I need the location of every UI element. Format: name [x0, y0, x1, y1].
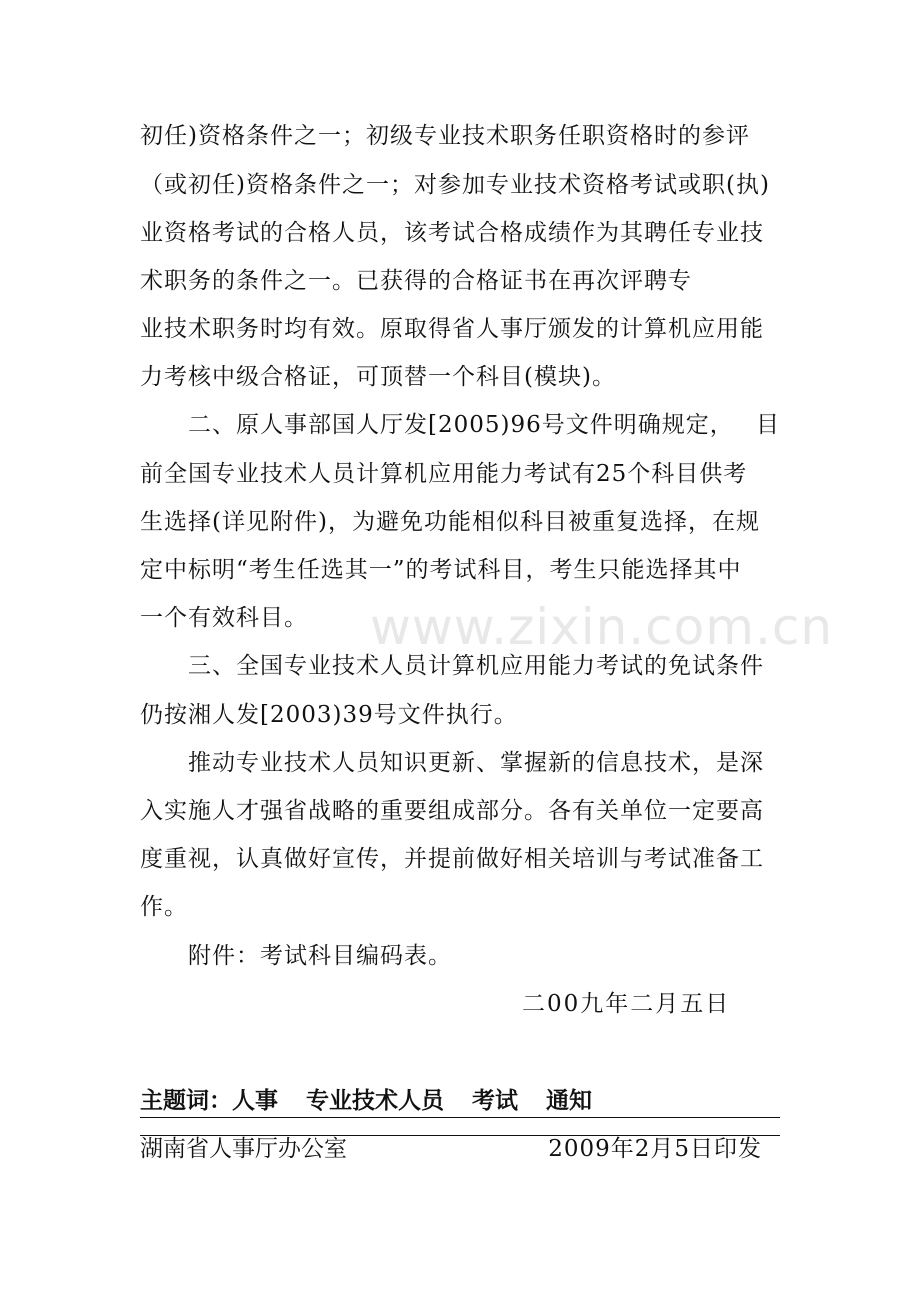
subject-term: 专业技术人员: [306, 1087, 444, 1114]
body-line: 入实施人才强省战略的重要组成部分。各有关单位一定要高: [140, 798, 764, 824]
print-date: 2009年2月5日印发: [548, 1136, 762, 1162]
body-line: 业资格考试的合格人员，该考试合格成绩作为其聘任专业技: [140, 220, 764, 246]
body-line: 力考核中级合格证，可顶替一个科目(模块)。: [140, 364, 616, 390]
watermark: www.zixin.com.cn: [370, 598, 834, 656]
paragraph-2-tail: 目: [756, 412, 780, 438]
paragraph-4-first-line: 推动专业技术人员知识更新、掌握新的信息技术，是深: [188, 750, 764, 776]
body-line: 生选择(详见附件)，为避免功能相似科目被重复选择，在规: [140, 509, 760, 535]
body-line: （或初任)资格条件之一；对参加专业技术资格考试或职(执): [140, 172, 770, 198]
body-line: 术职务的条件之一。已获得的合格证书在再次评聘专: [140, 268, 692, 294]
issuer-office: 湖南省人事厅办公室: [140, 1136, 347, 1162]
subject-label: 主题词：人事: [140, 1087, 278, 1114]
body-line: 仍按湘人发[2003)39号文件执行。: [140, 702, 518, 728]
body-line: 业技术职务时均有效。原取得省人事厅颁发的计算机应用能: [140, 316, 764, 342]
issuer-line: [140, 1134, 780, 1162]
subject-term: 通知: [546, 1087, 592, 1114]
subject-term: 考试: [472, 1087, 518, 1114]
body-line: 初任)资格条件之一；初级专业技术职务任职资格时的参评: [140, 123, 750, 149]
subject-words: [140, 1086, 780, 1118]
paragraph-3-first-line: 三、全国专业技术人员计算机应用能力考试的免试条件: [188, 653, 764, 679]
body-line: 定中标明“考生任选其一”的考试科目，考生只能选择其中: [140, 557, 742, 583]
paragraph-2-first-line: [188, 410, 780, 440]
body-line: 度重视，认真做好宣传，并提前做好相关培训与考试准备工: [140, 846, 764, 872]
document-date: 二00九年二月五日: [522, 991, 731, 1017]
paragraph-2-text: 二、原人事部国人厅发[2005)96号文件明确规定，: [188, 412, 734, 438]
attachment-line: 附件：考试科目编码表。: [188, 943, 452, 969]
body-line: 一个有效科目。: [140, 605, 308, 631]
body-line: 作。: [140, 894, 188, 920]
body-line: 前全国专业技术人员计算机应用能力考试有25个科目供考: [140, 461, 748, 487]
